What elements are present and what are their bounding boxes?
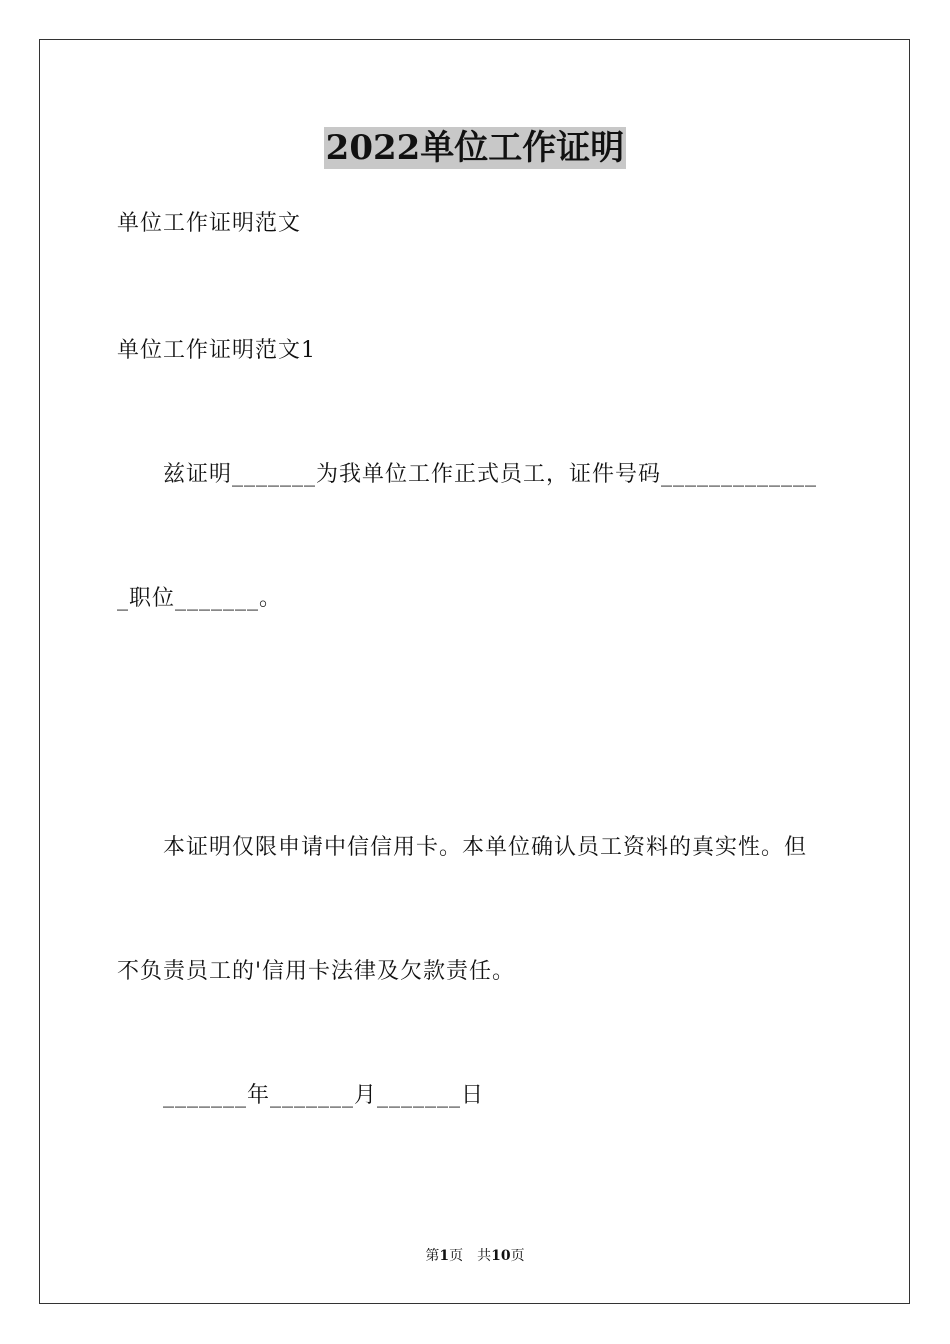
footer-page-total: 10: [491, 1248, 511, 1264]
footer-page-current: 1: [439, 1248, 450, 1264]
title-container: [0, 127, 950, 169]
footer-page-prefix: 第: [425, 1248, 440, 1264]
paragraph-2-line-1: 本证明仅限申请中信信用卡。本单位确认员工资料的真实性。但: [163, 835, 808, 860]
date-line: _______年_______月_______日: [163, 1083, 485, 1108]
paragraph-2-line-2: 不负责员工的'信用卡法律及欠款责任。: [117, 959, 516, 984]
footer-page-suffix: 页: [510, 1248, 525, 1264]
page-footer: [0, 1247, 950, 1265]
footer-page-mid: 页 共: [449, 1248, 492, 1264]
section-heading: 单位工作证明范文1: [117, 338, 316, 363]
paragraph-1-line-1: 兹证明_______为我单位工作正式员工，证件号码_____________: [163, 462, 818, 487]
document-subtitle: 单位工作证明范文: [117, 211, 302, 236]
paragraph-1-line-2: _职位_______。: [117, 586, 283, 611]
document-title: 2022单位工作证明: [325, 128, 625, 168]
